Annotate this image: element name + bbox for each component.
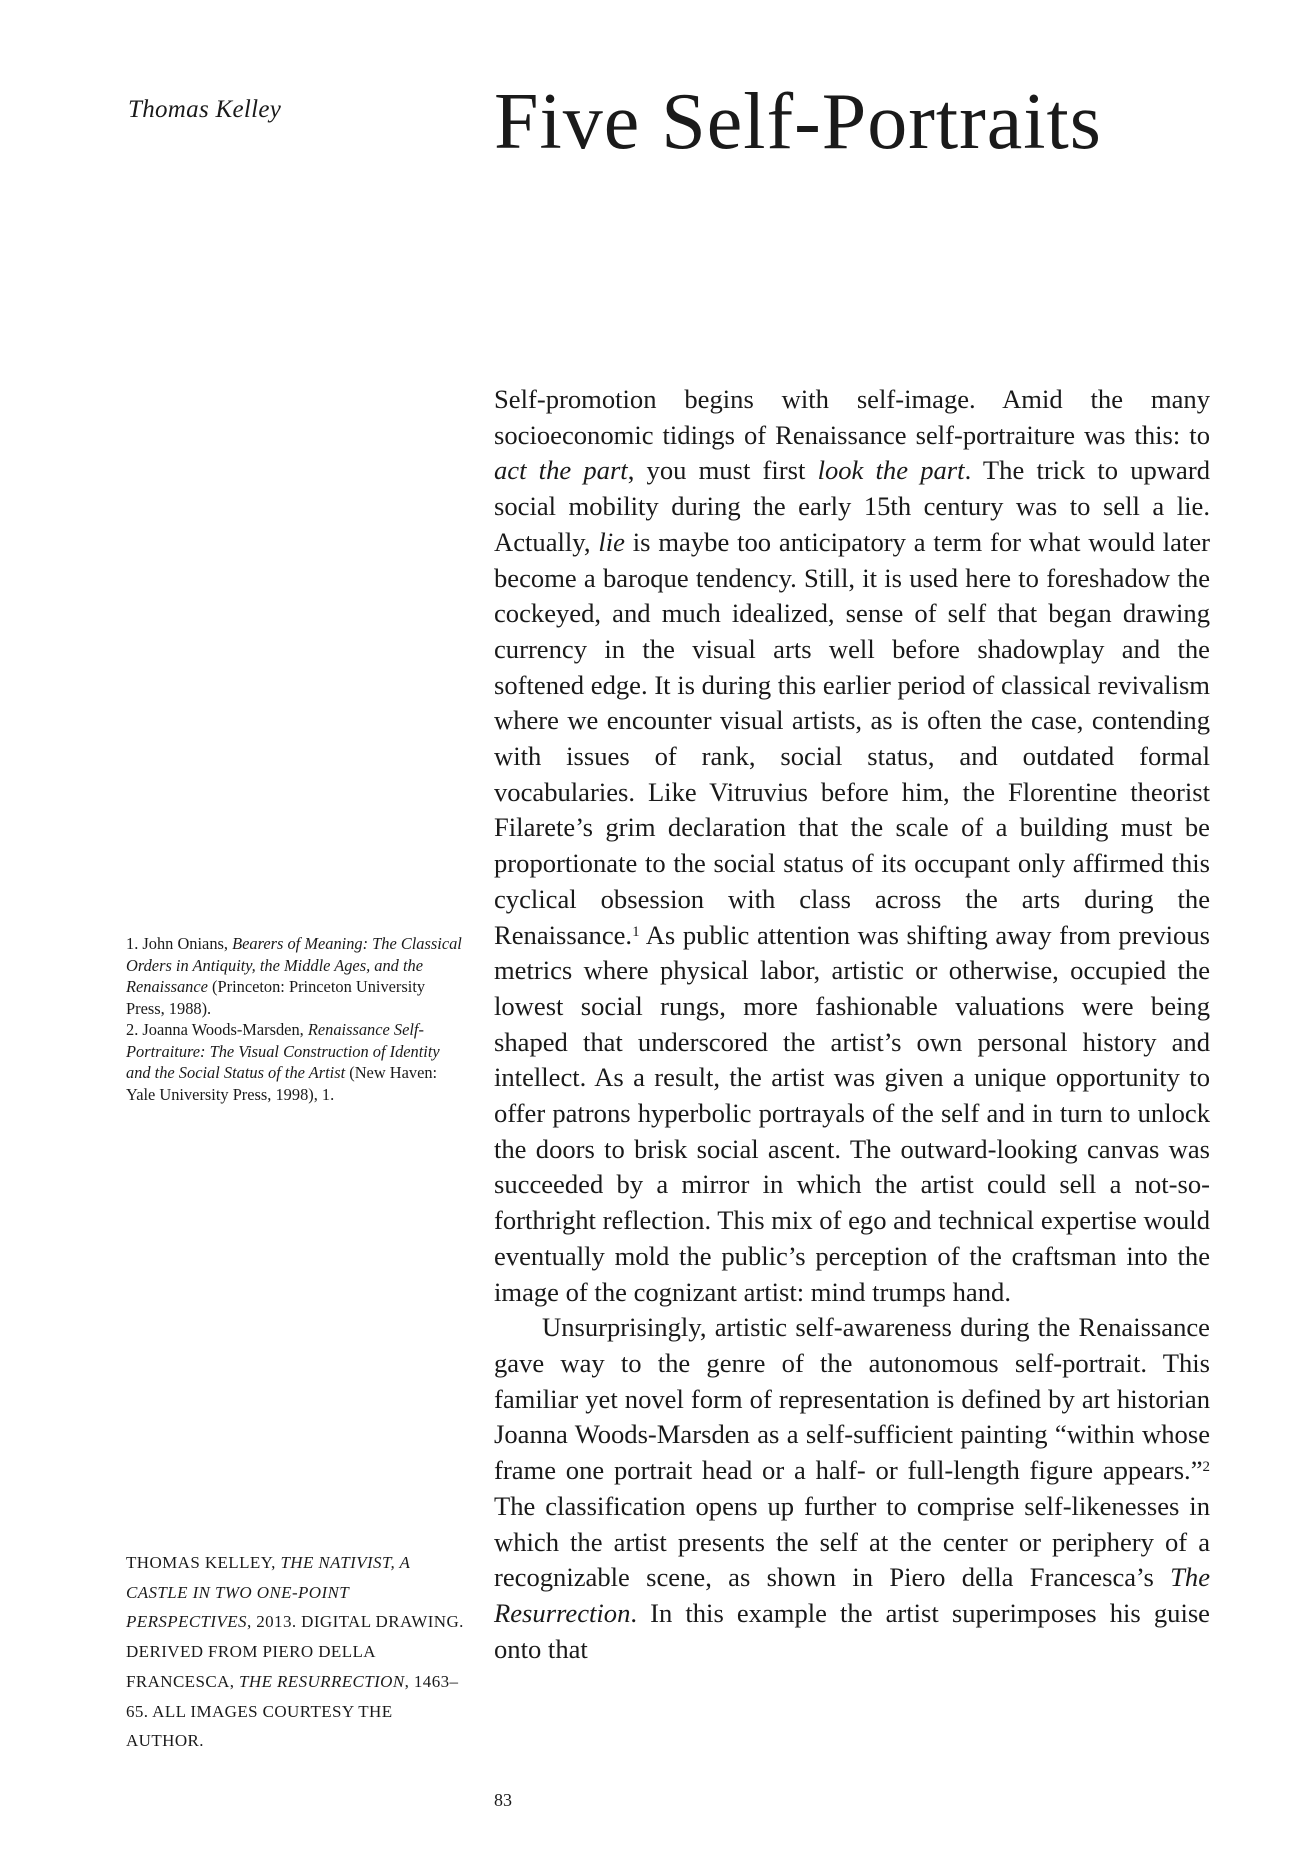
- footnote-reference-2: 2: [1202, 1459, 1210, 1476]
- body-italic-phrase: act the part: [494, 455, 628, 486]
- footnote-2: [126, 1019, 466, 1105]
- footnote-1: [126, 933, 466, 1019]
- body-text-run: As public attention was shifting away from previous metrics where physical labor, artistic or otherwise, occupied the lowest social rungs, more fashionable valuations were being shaped that underscored the artist’s own personal history and intellect. As a result, the artist was given a unique opportunity to offer patrons hyperbolic portrayals of the self and in turn to unlock the doors to brisk social ascent. The outward-looking canvas was succeeded by a mirror in which the artist could sell a not-so-forthright reflection. This mix of ego and technical expertise would eventually mold the public’s perception of the craftsman into the image of the cognizant artist: mind trumps hand.: [494, 919, 1210, 1307]
- footnote-book-title: Bearers of Meaning: The Classical Orders in Antiquity, the Middle Ages, and the Renaissance: [126, 934, 462, 996]
- caption-artwork-title: THE NATIVIST, A CASTLE IN TWO ONE-POINT PERSPECTIVES: [126, 1553, 411, 1632]
- footnote-book-title: Renaissance Self-Portraiture: The Visual Construction of Identity and the Social Status of the Artist: [126, 1020, 440, 1082]
- body-text-run: The classification opens up further to comprise self-likenesses in which the artist presents the self at the center or periphery of a recognizable scene, as shown in Piero della Francesca’s: [494, 1490, 1210, 1593]
- footnote-text: (New Haven: Yale University Press, 1998), 1.: [126, 1063, 438, 1104]
- caption-text: , 2013. DIGITAL DRAWING. DERIVED FROM PIERO DELLA FRANCESCA,: [126, 1612, 464, 1691]
- body-paragraph-2: [494, 1310, 1210, 1667]
- body-italic-phrase: The Resurrection: [494, 1562, 1210, 1628]
- body-text-run: . The trick to upward social mobility during the early 15th century was to sell a lie. Actually,: [494, 455, 1211, 557]
- footnote-text: (Princeton: Princeton University Press, 1988).: [126, 977, 426, 1018]
- author-byline: Thomas Kelley: [128, 96, 282, 123]
- body-text-run: Self-promotion begins with self-image. Amid the many socioeconomic tidings of Renaissance self-portraiture was this: to: [494, 384, 1210, 450]
- body-text-run: . In this example the artist superimposes his guise onto that: [494, 1597, 1210, 1664]
- article-body: [494, 382, 1210, 1667]
- page-number: 83: [494, 1790, 512, 1810]
- caption-text: THOMAS KELLEY,: [126, 1553, 281, 1572]
- article-title: Five Self-Portraits: [494, 78, 1102, 166]
- body-paragraph-1: [494, 382, 1210, 1310]
- footnote-text: 2. Joanna Woods-Marsden,: [126, 1020, 308, 1039]
- body-italic-phrase: look the part: [817, 455, 965, 486]
- footnotes: [126, 933, 466, 1105]
- footnote-text: 1. John Onians,: [126, 934, 233, 953]
- footnote-reference-1: 1: [632, 923, 640, 940]
- image-caption: [126, 1548, 466, 1756]
- body-text-run: Unsurprisingly, artistic self-awareness during the Renaissance gave way to the genre of the autonomous self-portrait. This familiar yet novel form of representation is defined by art historian Joanna Woods-Marsden as a self-sufficient painting “within whose frame one portrait head or a half- or full-length figure appears.”: [494, 1312, 1210, 1486]
- caption-artwork-title: THE RESURRECTION: [239, 1671, 405, 1691]
- body-text-run: is maybe too anticipatory a term for what would later become a baroque tendency. Still, it is used here to foreshadow the cockeyed, and much idealized, sense of self that began drawing currency in the visual arts well before shadowplay and the softened edge. It is during this earlier period of classical revivalism where we encounter visual artists, as is often the case, contending with issues of rank, social status, and outdated formal vocabularies. Like Vitruvius before him, the Florentine theorist Filarete’s grim declaration that the scale of a building must be proportionate to the social status of its occupant only affirmed this cyclical obsession with class across the arts during the Renaissance.: [494, 526, 1210, 950]
- body-text-run: , you must first: [627, 455, 818, 486]
- body-italic-phrase: lie: [598, 526, 625, 557]
- caption-text: , 1463–65. ALL IMAGES COURTESY THE AUTHOR.: [126, 1671, 459, 1751]
